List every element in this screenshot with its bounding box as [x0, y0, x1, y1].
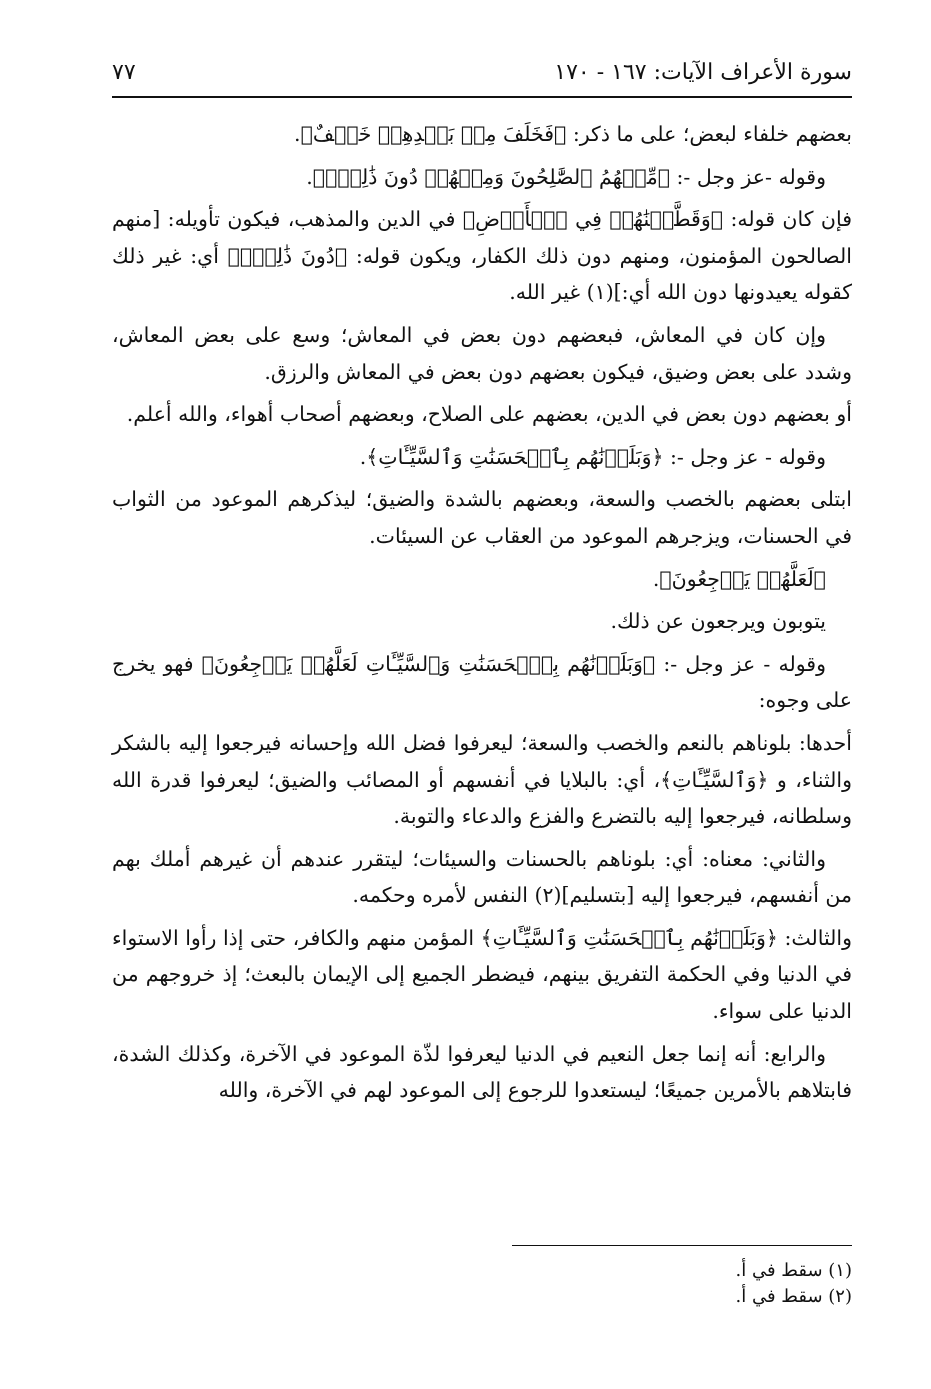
paragraph: أو بعضهم دون بعض في الدين، بعضهم على الصلاح، وبعضهم أصحاب أهواء، والله أعلم.	[126, 402, 852, 427]
paragraph: أحدها: بلوناهم بالنعم والخصب والسعة؛ ليعرفوا فضل الله وإحسانه فيرجعوا إليه بالشكر والثناء، و ﴿وَٱلسَّيِّـَٔاتِ﴾، أي: بالبلايا في أنفسهم أو المصائب والضيق؛ ليعرفوا قدرة الله وسلطانه، فيرجعوا إليه بالتضرع والفزع والدعاء والتوبة.	[112, 730, 852, 829]
paragraph: والثاني: معناه: أي: بلوناهم بالحسنات والسيئات؛ ليتقرر عندهم أن غيرهم أملك بهم من أنفسهم، فيرجعوا إليه [بتسليم](٢) النفس لأمره وحكمه.	[112, 846, 852, 908]
paragraph: وقوله - عز وجل -: ﴿وَبَلَوۡنَٰهُم بِٱلۡحَسَنَٰتِ وَٱلسَّيِّـَٔاتِ لَعَلَّهُمۡ يَرۡجِعُونَ﴾ فهو يخرج على وجوه:	[112, 651, 852, 713]
paragraph: ﴿لَعَلَّهُمۡ يَرۡجِعُونَ﴾.	[652, 566, 826, 591]
page-number: ٧٧	[112, 60, 136, 85]
paragraph: بعضهم خلفاء لبعض؛ على ما ذكر: ﴿فَخَلَفَ مِنۢ بَعۡدِهِمۡ خَلۡفٌ﴾.	[294, 122, 852, 146]
footnote: (٢) سقط في أ.	[735, 1286, 852, 1307]
footnote: (١) سقط في أ.	[735, 1260, 852, 1281]
paragraph: فإن كان قوله: ﴿وَقَطَّعۡنَٰهُمۡ فِي ٱلۡأَرۡضِ﴾ في الدين والمذهب، فيكون تأويله: [منهم الصالحون المؤمنون، ومنهم دون ذلك الكفار، ويكون قوله: ﴿دُونَ ذَٰلِكَۖ﴾ أي: غير ذلك كقوله يعيدونها دون الله أي:](١) غير الله.	[112, 207, 852, 305]
paragraph: وقوله -عز وجل -: ﴿مِّنۡهُمُ ٱلصَّٰلِحُونَ وَمِنۡهُمۡ دُونَ ذَٰلِكَۖ﴾.	[306, 164, 826, 189]
header-rule	[112, 96, 852, 98]
paragraph: وقوله - عز وجل -: ﴿وَبَلَوۡنَٰهُم بِٱلۡحَسَنَٰتِ وَٱلسَّيِّـَٔاتِ﴾.	[359, 444, 826, 469]
footnotes	[112, 1258, 852, 1310]
paragraph: والرابع: أنه إنما جعل النعيم في الدنيا ليعرفوا لذّة الموعود في الآخرة، وكذلك الشدة، فابتلاهم بالأمرين جميعًا؛ ليستعدوا للرجوع إلى الموعود لهم في الآخرة، والله	[112, 1041, 852, 1103]
paragraph: وإن كان في المعاش، فبعضهم دون بعض في المعاش؛ وسع على بعض المعاش، وشدد على بعض وضيق، فيكون بعضهم دون بعض في المعاش والرزق.	[112, 322, 852, 384]
main-text	[112, 116, 852, 1115]
paragraph: يتوبون ويرجعون عن ذلك.	[610, 609, 826, 634]
footnote-rule	[512, 1245, 852, 1246]
running-title: سورة الأعراف الآيات: ١٦٧ - ١٧٠	[554, 60, 852, 85]
paragraph: والثالث: ﴿وَبَلَوۡنَٰهُم بِٱلۡحَسَنَٰتِ وَٱلسَّيِّـَٔاتِ﴾ المؤمن منهم والكافر، حتى إذا رأوا الاستواء في الدنيا وفي الحكمة التفريق بينهم، فيضطر الجميع إلى الإيمان بالبعث؛ إذ خروجهم من الدنيا على سواء.	[112, 925, 852, 1024]
page-header	[112, 56, 852, 92]
paragraph: ابتلى بعضهم بالخصب والسعة، وبعضهم بالشدة والضيق؛ ليذكرهم الموعود من الثواب في الحسنات، ويزجرهم الموعود من العقاب عن السيئات.	[112, 487, 853, 548]
